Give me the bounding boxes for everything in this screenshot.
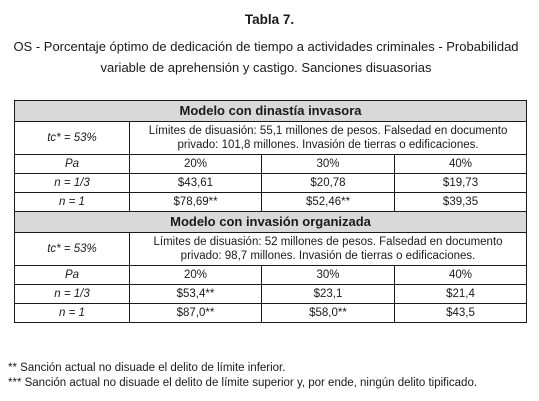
tc-label: tc* = 53%: [15, 233, 130, 266]
footnotes: [8, 361, 533, 391]
footnote: ** Sanción actual no disuade el delito de límite inferior.: [8, 362, 286, 374]
pa-label: Pa: [15, 266, 130, 285]
footnote: *** Sanción actual no disuade el delito de límite superior y, por ende, ningún delito tipificado.: [8, 377, 478, 389]
section-heading: Modelo con dinastía invasora: [15, 101, 527, 122]
table-cell: $53,4**: [130, 285, 262, 304]
pa-value: 40%: [395, 155, 527, 174]
table-cell: $43,5: [395, 304, 527, 323]
table-cell: $19,73: [395, 174, 527, 193]
pa-label: Pa: [15, 155, 130, 174]
tc-label: tc* = 53%: [15, 122, 130, 155]
table-cell: $39,35: [395, 193, 527, 212]
table-cell: $20,78: [262, 174, 395, 193]
pa-value: 40%: [395, 266, 527, 285]
table-cell: $52,46**: [262, 193, 395, 212]
row-label: n = 1: [15, 193, 130, 212]
table-cell: $23,1: [262, 285, 395, 304]
row-label: n = 1: [15, 304, 130, 323]
table-cell: $87,0**: [130, 304, 262, 323]
pa-row: [15, 266, 527, 285]
table-row: [15, 174, 527, 193]
table-cell: $43,61: [130, 174, 262, 193]
deterrence-description: Límites de disuasión: 52 millones de pesos. Falsedad en documento privado: 98,7 millones. Invasión de tierras o edificaciones.: [130, 233, 527, 266]
subtitle-line-2: variable de aprehensión y castigo. Sanciones disuasorias: [100, 60, 432, 75]
section-header-row: [15, 212, 527, 233]
section-header-row: [15, 101, 527, 122]
table-row: [15, 304, 527, 323]
table-cell: $58,0**: [262, 304, 395, 323]
row-label: n = 1/3: [15, 285, 130, 304]
deterrence-description: Límites de disuasión: 55,1 millones de pesos. Falsedad en documento privado: 101,8 millones. Invasión de tierras o edificaciones.: [130, 122, 527, 155]
section-heading: Modelo con invasión organizada: [15, 212, 527, 233]
pa-value: 30%: [262, 266, 395, 285]
table-subtitle: [0, 36, 539, 78]
pa-value: 20%: [130, 266, 262, 285]
table-row: [15, 193, 527, 212]
pa-value: 30%: [262, 155, 395, 174]
table-cell: $21,4: [395, 285, 527, 304]
description-row: [15, 122, 527, 155]
table-row: [15, 285, 527, 304]
pa-value: 20%: [130, 155, 262, 174]
results-table: [14, 100, 527, 323]
description-row: [15, 233, 527, 266]
table-cell: $78,69**: [130, 193, 262, 212]
row-label: n = 1/3: [15, 174, 130, 193]
subtitle-line-1: OS - Porcentaje óptimo de dedicación de tiempo a actividades criminales - Probabilidad: [13, 39, 519, 54]
pa-row: [15, 155, 527, 174]
table-title: Tabla 7.: [244, 12, 295, 27]
